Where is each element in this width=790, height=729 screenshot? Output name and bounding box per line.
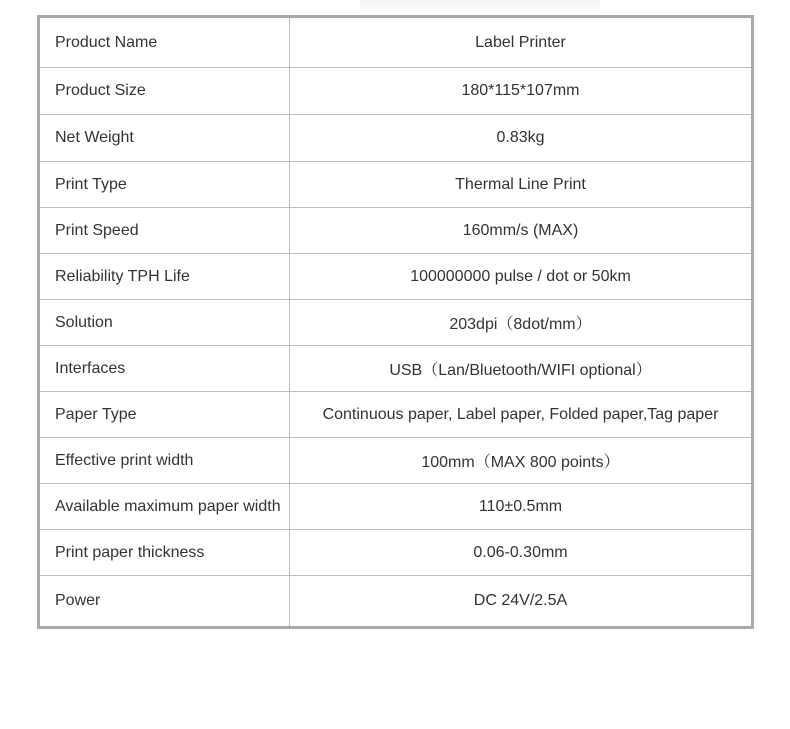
spec-label: Solution <box>40 300 290 345</box>
spec-label: Paper Type <box>40 392 290 437</box>
spec-value: 0.83kg <box>496 129 545 146</box>
spec-value: USB（Lan/Bluetooth/WIFI optional） <box>389 362 652 379</box>
spec-value: 180*115*107mm <box>461 82 580 99</box>
spec-value: 110±0.5mm <box>478 497 563 515</box>
table-row <box>40 299 751 345</box>
spec-value: Continuous paper, Label paper, Folded paper,Tag paper <box>322 405 719 423</box>
table-row <box>40 391 751 437</box>
spec-label: Reliability TPH Life <box>40 254 290 299</box>
spec-label: Power <box>40 576 290 626</box>
spec-value: DC 24V/2.5A <box>473 592 568 609</box>
spec-value: 100mm（MAX 800 points） <box>421 454 620 471</box>
spec-label: Interfaces <box>40 346 290 391</box>
spec-label: Effective print width <box>40 438 290 483</box>
spec-label: Product Size <box>40 68 290 114</box>
spec-table <box>37 15 754 629</box>
table-row <box>40 529 751 575</box>
table-row <box>40 67 751 114</box>
table-row <box>40 207 751 253</box>
table-row <box>40 18 751 67</box>
spec-value: 160mm/s (MAX) <box>462 221 579 239</box>
table-row <box>40 161 751 207</box>
spec-value: 203dpi（8dot/mm） <box>449 316 592 333</box>
spec-label: Print Type <box>40 162 290 207</box>
spec-value: Thermal Line Print <box>455 175 586 193</box>
table-row <box>40 483 751 529</box>
table-row <box>40 345 751 391</box>
spec-value: Label Printer <box>475 33 566 51</box>
spec-label: Available maximum paper width <box>40 484 290 529</box>
spec-label: Print paper thickness <box>40 530 290 575</box>
table-row <box>40 437 751 483</box>
table-row <box>40 575 751 626</box>
spec-value: 0.06-0.30mm <box>473 543 568 561</box>
spec-label: Product Name <box>40 18 290 67</box>
spec-value: 100000000 pulse / dot or 50km <box>410 267 631 285</box>
spec-label: Net Weight <box>40 115 290 161</box>
table-row <box>40 114 751 161</box>
table-row <box>40 253 751 299</box>
spec-label: Print Speed <box>40 208 290 253</box>
top-fade-decoration <box>360 0 600 14</box>
